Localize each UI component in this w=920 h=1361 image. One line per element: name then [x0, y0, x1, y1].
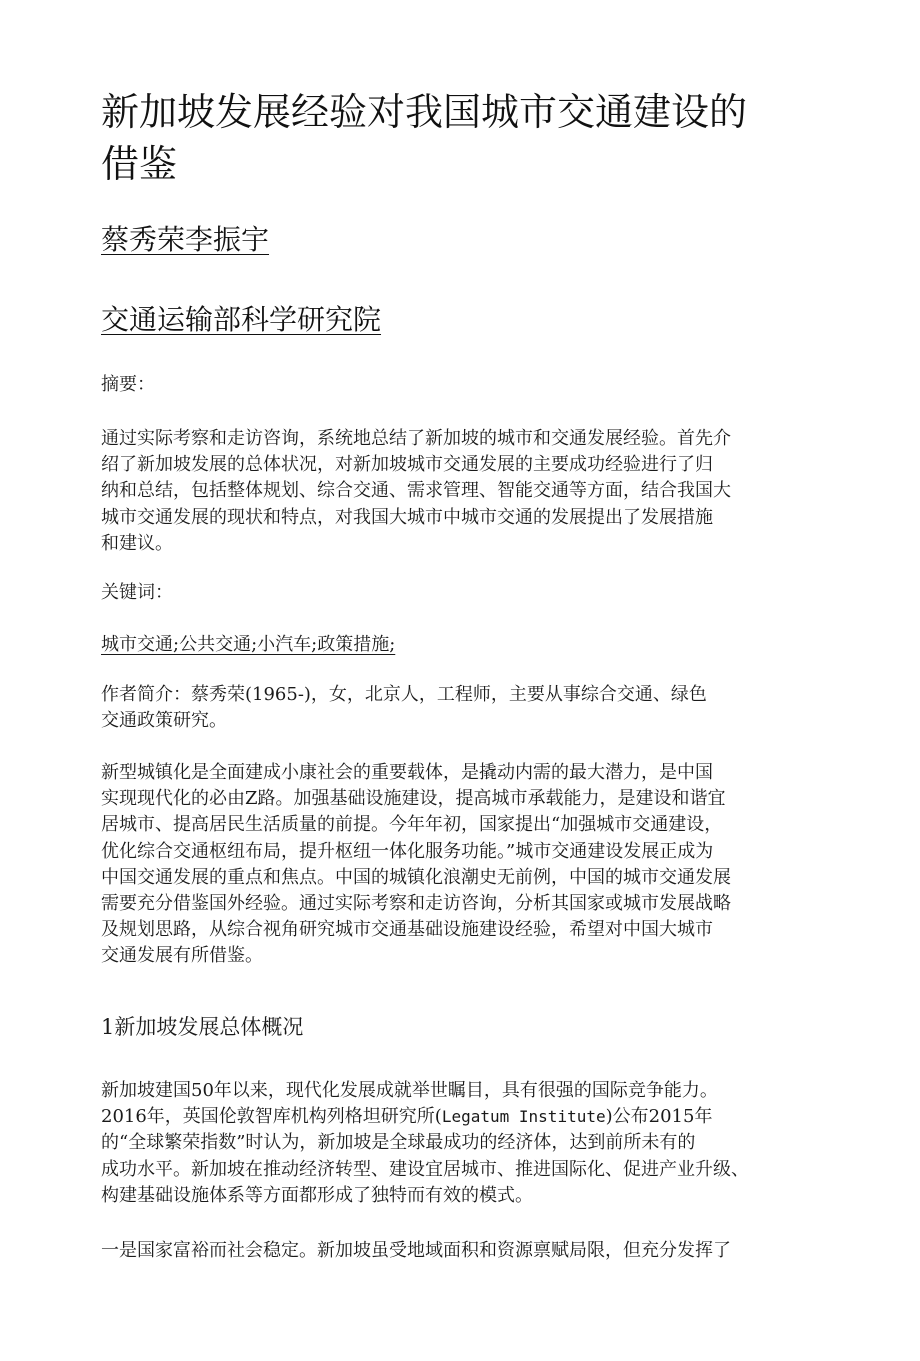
section1-line: 构建基础设施体系等方面都形成了独特而有效的模式。: [101, 1184, 533, 1206]
author-intro-line: 交通政策研究。: [101, 710, 227, 732]
intro-line: 实现现代化的必由Z路。加强基础设施建设，提高城市承载能力，是建设和谐宜: [101, 788, 726, 810]
abstract-line: 和建议。: [101, 532, 173, 554]
section1-paragraph-2: [101, 1238, 731, 1264]
abstract-label: 摘要：: [101, 374, 155, 395]
section1-text: )公布2015年: [605, 1106, 713, 1128]
affiliation-link[interactable]: 交通运输部科学研究院: [101, 303, 382, 336]
title-line: 借鉴: [101, 142, 178, 186]
section1-line: [101, 1104, 749, 1130]
authors-link[interactable]: 蔡秀荣李振宇: [101, 223, 270, 256]
intro-line: 及规划思路，从综合视角研究城市交通基础设施建设经验，希望对中国大城市: [101, 919, 713, 941]
section1-line: 新加坡建国50年以来，现代化发展成就举世瞩目，具有很强的国际竞争能力。: [101, 1080, 718, 1101]
keywords-links[interactable]: 城市交通;公共交通;小汽车;政策措施;: [101, 634, 396, 655]
keywords-label: 关键词：: [101, 582, 173, 603]
abstract-line: 通过实际考察和走访咨询，系统地总结了新加坡的城市和交通发展经验。首先介: [101, 428, 731, 449]
intro-line: 交通发展有所借鉴。: [101, 945, 263, 967]
abstract-text: [101, 426, 731, 557]
intro-line: 居城市、提高居民生活质量的前提。今年年初，国家提出“加强城市交通建设，: [101, 814, 723, 836]
intro-paragraph: [101, 760, 731, 970]
document-title: [101, 86, 821, 190]
abstract-line: 纳和总结，包括整体规划、综合交通、需求管理、智能交通等方面，结合我国大: [101, 480, 731, 502]
abstract-line: 城市交通发展的现状和特点，对我国大城市中城市交通的发展提出了发展措施: [101, 506, 713, 528]
intro-line: 需要充分借鉴国外经验。通过实际考察和走访咨询，分析其国家或城市发展战略: [101, 893, 731, 915]
intro-line: 中国交通发展的重点和焦点。中国的城镇化浪潮史无前例，中国的城市交通发展: [101, 866, 731, 888]
section-heading: 1新加坡发展总体概况: [101, 1015, 304, 1039]
author-intro-line: 作者简介：蔡秀荣(1965-)，女，北京人，工程师，主要从事综合交通、绿色: [101, 684, 707, 705]
intro-line: 优化综合交通枢纽布局，提升枢纽一体化服务功能。”城市交通建设发展正成为: [101, 840, 714, 862]
section1-paragraph: [101, 1078, 749, 1209]
author-intro: [101, 682, 707, 734]
institute-name: Legatum Institute: [441, 1107, 606, 1127]
title-line: 新加坡发展经验对我国城市交通建设的: [101, 90, 748, 134]
abstract-line: 绍了新加坡发展的总体状况，对新加坡城市交通发展的主要成功经验进行了归: [101, 454, 713, 476]
section1-text: 2016年，英国伦敦智库机构列格坦研究所(: [101, 1106, 442, 1128]
section1-line: 成功水平。新加坡在推动经济转型、建设宜居城市、推进国际化、促进产业升级、: [101, 1158, 749, 1180]
section1-p2-line: 一是国家富裕而社会稳定。新加坡虽受地域面积和资源禀赋局限，但充分发挥了: [101, 1240, 731, 1261]
intro-line: 新型城镇化是全面建成小康社会的重要载体，是撬动内需的最大潜力，是中国: [101, 762, 713, 783]
section1-line: 的“全球繁荣指数”时认为，新加坡是全球最成功的经济体，达到前所未有的: [101, 1132, 696, 1154]
